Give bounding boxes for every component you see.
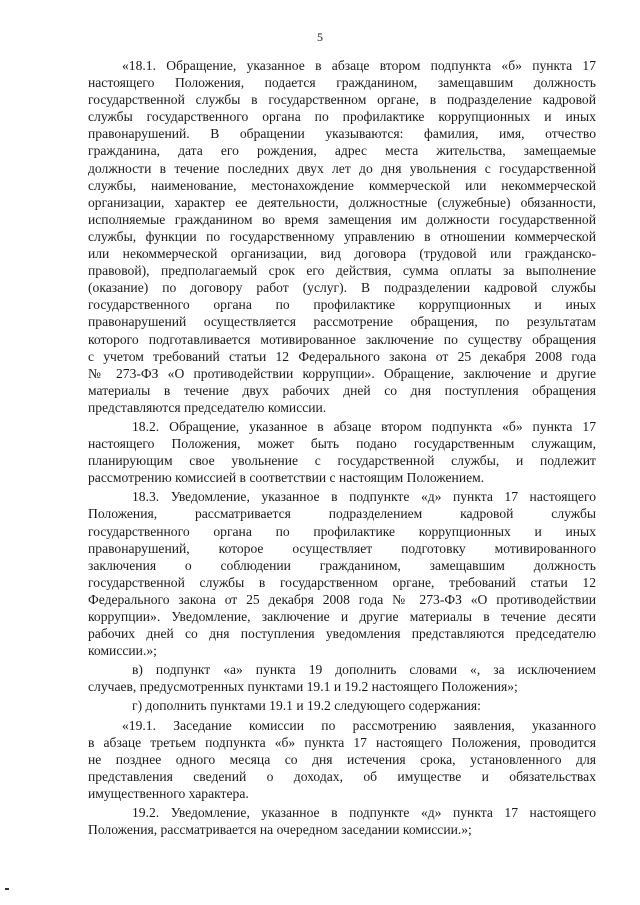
- paragraph: [88, 697, 596, 714]
- paragraph: [88, 488, 596, 659]
- text-line: Положения, рассматривается на очередном заседании комиссии.»;: [88, 822, 472, 838]
- text-line: комиссии.»;: [88, 643, 157, 659]
- text-line: имущественного характера.: [88, 785, 249, 801]
- text-line: настоящего Положения, может быть подано государственным служащим,: [88, 436, 596, 452]
- text-line: (оказание) по договору работ (услуг). В подразделении кадровой службы: [88, 280, 596, 296]
- text-line: настоящего Положения, подается гражданином, замещавшим должность: [88, 75, 596, 91]
- text-line: заключения о соблюдении гражданином, замещавшим должность: [88, 557, 596, 573]
- text-line: государственного органа по профилактике коррупционных и иных: [88, 523, 596, 539]
- text-line: 18.2. Обращение, указанное в абзаце втором подпункта «б» пункта 17: [132, 418, 596, 434]
- paragraph: [88, 804, 596, 838]
- text-line: государственной службы в государственном органе, требований статьи 12: [88, 574, 596, 590]
- text-line: представляются председателю комиссии.: [88, 399, 327, 415]
- text-line: службы государственного органа по профилактике коррупционных и иных: [88, 109, 596, 125]
- text-line: исполняемые гражданином во время замещения им должности государственной: [88, 211, 596, 227]
- text-line: гражданина, дата его рождения, адрес места жительства, замещаемые: [88, 143, 596, 159]
- text-line: № 273-ФЗ «О противодействии коррупции». Обращение, заключение и другие: [88, 365, 596, 381]
- text-line: планирующим свое увольнение с государственной службы, и подлежит: [88, 453, 596, 469]
- text-line: государственного органа по профилактике коррупционных и иных: [88, 297, 596, 313]
- margin-mark: [5, 888, 9, 890]
- text-line: правонарушений, которое осуществляет подготовку мотивированного: [88, 540, 596, 556]
- text-line: случаев, предусмотренных пунктами 19.1 и 19.2 настоящего Положения»;: [88, 679, 518, 695]
- text-line: рассмотрению комиссией в соответствии с настоящим Положением.: [88, 470, 485, 486]
- text-line: государственной службы в государственном органе, в подразделение кадровой: [88, 92, 596, 108]
- text-line: службы, функции по государственному управлению в отношении коммерческой: [88, 228, 596, 244]
- text-line: или некоммерческой организации, вид договора (трудовой или гражданско-: [88, 246, 596, 262]
- text-line: Федерального закона от 25 декабря 2008 года № 273-ФЗ «О противодействии: [88, 591, 596, 607]
- text-line: материалы в течение двух рабочих дней со дня поступления обращения: [88, 382, 596, 398]
- text-line: в) подпункт «а» пункта 19 дополнить словами «, за исключением: [132, 662, 596, 678]
- text-line: 19.2. Уведомление, указанное в подпункте «д» пункта 17 настоящего: [132, 805, 596, 821]
- text-line: с учетом требований статьи 12 Федерального закона от 25 декабря 2008 года: [88, 348, 596, 364]
- text-line: службы, наименование, местонахождение коммерческой или некоммерческой: [88, 177, 596, 193]
- text-line: г) дополнить пунктами 19.1 и 19.2 следующего содержания:: [132, 698, 481, 714]
- text-line: представления сведений о доходах, об имуществе и обязательствах: [88, 768, 596, 784]
- text-line: правонарушений. В обращении указываются: фамилия, имя, отчество: [88, 126, 596, 142]
- text-line: организации, характер ее деятельности, должностные (служебные) обязанности,: [88, 194, 596, 210]
- text-line: не позднее одного месяца со дня истечения срока, установленного для: [88, 751, 596, 767]
- text-line: 18.3. Уведомление, указанное в подпункте «д» пункта 17 настоящего: [132, 489, 596, 505]
- text-line: правонарушений осуществляется рассмотрение обращения, по результатам: [88, 314, 596, 330]
- document-body: [88, 57, 596, 838]
- text-line: Положения, рассматривается подразделением кадровой службы: [88, 506, 596, 522]
- text-line: «19.1. Заседание комиссии по рассмотрению заявления, указанного: [122, 717, 596, 733]
- text-line: должности в течение последних двух лет до дня увольнения с государственной: [88, 160, 596, 176]
- paragraph: [88, 661, 596, 695]
- paragraph: [88, 57, 596, 416]
- text-line: коррупции». Уведомление, заключение и другие материалы в течение десяти: [88, 609, 596, 624]
- text-line: правовой), предполагаемый срок его действия, сумма оплаты за выполнение: [88, 263, 596, 279]
- text-line: рабочих дней со дня поступления уведомления представляются председателю: [88, 626, 596, 642]
- text-line: «18.1. Обращение, указанное в абзаце втором подпункта «б» пункта 17: [122, 58, 596, 73]
- page-number: 5: [317, 30, 323, 44]
- text-line: в абзаце третьем подпункта «б» пункта 17 настоящего Положения, проводится: [88, 734, 596, 750]
- text-line: которого подготавливается мотивированное заключение по существу обращения: [88, 331, 596, 347]
- paragraph: [88, 418, 596, 486]
- paragraph: [88, 717, 596, 802]
